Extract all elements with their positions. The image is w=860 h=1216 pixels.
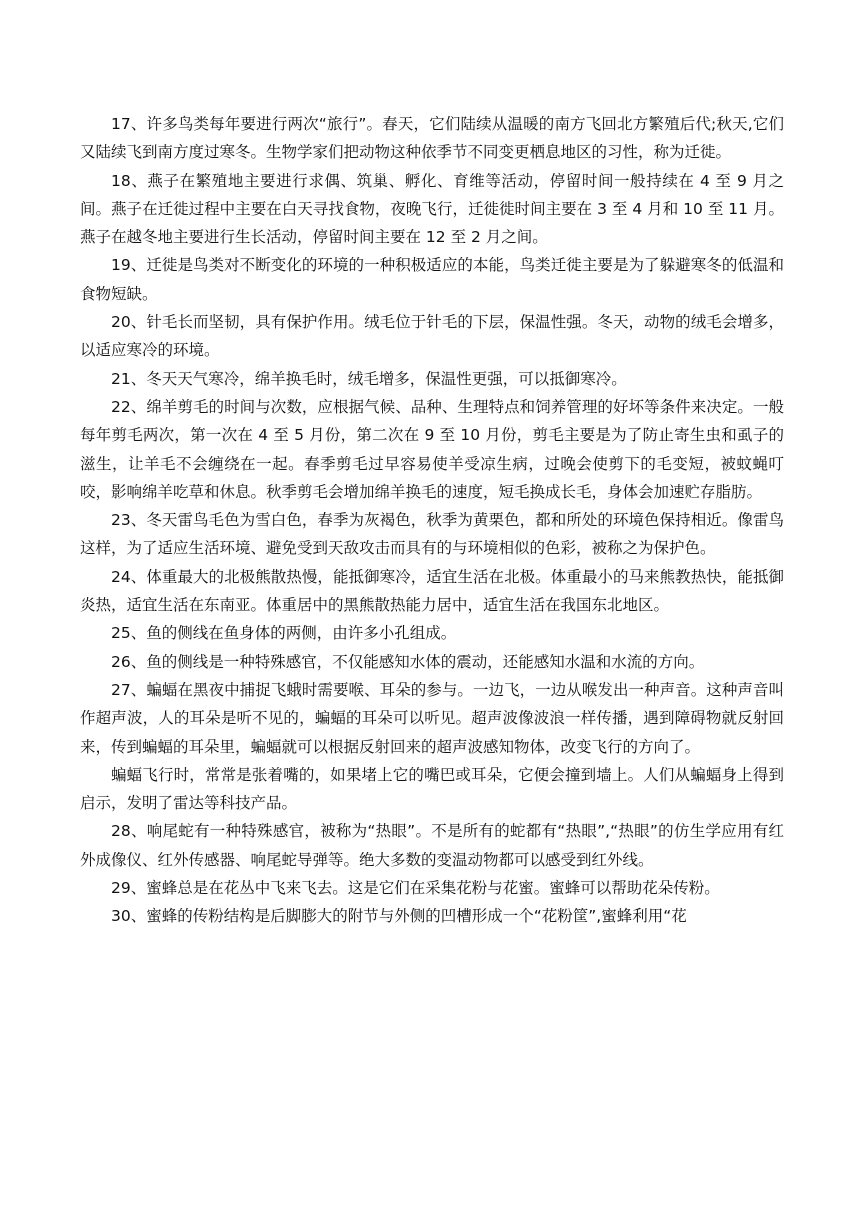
paragraph-19: 19、迁徙是鸟类对不断变化的环境的一种积极适应的本能，鸟类迁徙主要是为了躲避寒冬的低温和食物短缺。 — [80, 256, 784, 303]
paragraph-24: 24、体重最大的北极熊散热慢，能抵御寒冷，适宜生活在北极。体重最小的马来熊教热快，能抵御炎热，适宜生活在东南亚。体重居中的黑熊散热能力居中，适宜生活在我国东北地区。 — [80, 567, 784, 615]
paragraph-22: 22、绵羊剪毛的时间与次数，应根据气候、品种、生理特点和饲养管理的好坏等条件来决定。一般每年剪毛两次，第一次在 4 至 5 月份，第二次在 9 至 10 月份，剪毛主要是为了防止寄生虫和虱子的滋生，让羊毛不会缠绕在一起。春季剪毛过早容易使羊受凉生病，过晚会使剪下的毛变短，被蚊蝇叮咬，影响绵羊吃草和休息。秋季剪毛会增加绵羊换毛的速度，短毛换成长毛，身体会加速贮存脂肪。 — [80, 397, 784, 501]
paragraph-21: 21、冬天天气寒冷，绵羊换毛时，绒毛增多，保温性更强，可以抵御寒冷。 — [111, 369, 627, 388]
paragraph-27: 27、蝙蝠在黑夜中捕捉飞蛾时需要喉、耳朵的参与。一边飞，一边从喉发出一种声音。这种声音叫作超声波，人的耳朵是听不见的，蝙蝠的耳朵可以听见。超声波像波浪一样传播，遇到障碍物就反射回来，传到蝙蝠的耳朵里，蝙蝠就可以根据反射回来的超声波感知物体，改变飞行的方向了。 — [80, 680, 784, 756]
paragraph-30: 30、蜜蜂的传粉结构是后脚膨大的附节与外侧的凹槽形成一个“花粉筐”,蜜蜂利用“花 — [111, 907, 687, 926]
paragraph-28: 28、响尾蛇有一种特殊感官，被称为“热眼”。不是所有的蛇都有“热眼”,“热眼”的仿生学应用有红外成像仪、红外传感器、响尾蛇导弹等。绝大多数的变温动物都可以感受到红外线。 — [80, 822, 784, 869]
paragraph-18: 18、燕子在繁殖地主要进行求偶、筑巢、孵化、育维等活动，停留时间一般持续在 4 至 9 月之间。燕子在迁徙过程中主要在白天寻找食物，夜晚飞行，迁徙徙时间主要在 3 至 4 月和 10 至 11 月。燕子在越冬地主要进行生长活动，停留时间主要在 12 至 2 月之间。 — [80, 171, 784, 247]
document-page — [80, 110, 784, 931]
paragraph-26: 26、鱼的侧线是一种特殊感官，不仅能感知水体的震动，还能感知水温和水流的方向。 — [111, 652, 705, 671]
paragraph-27-continued: 蝙蝠飞行时，常常是张着嘴的，如果堵上它的嘴巴或耳朵，它便会撞到墙上。人们从蝙蝠身上得到启示，发明了雷达等科技产品。 — [80, 765, 784, 813]
paragraph-20: 20、针毛长而坚韧，具有保护作用。绒毛位于针毛的下层，保温性强。冬天，动物的绒毛会增多，以适应寒冷的环境。 — [80, 313, 784, 360]
paragraph-29: 29、蜜蜂总是在花丛中飞来飞去。这是它们在采集花粉与花蜜。蜜蜂可以帮助花朵传粉。 — [111, 879, 720, 898]
paragraph-17: 17、许多鸟类每年要进行两次“旅行”。春天，它们陆续从温暖的南方飞回北方繁殖后代;秋天,它们又陆续飞到南方度过寒冬。生物学家们把动物这种依季节不同变更栖息地区的习性，称为迁徙。 — [80, 115, 784, 162]
paragraph-25: 25、鱼的侧线在鱼身体的两侧，由许多小孔组成。 — [111, 624, 457, 643]
paragraph-23: 23、冬天雷鸟毛色为雪白色，春季为灰褐色，秋季为黄栗色，都和所处的环境色保持相近。像雷鸟这样，为了适应生活环境、避免受到天敌攻击而具有的与环境相似的色彩，被称之为保护色。 — [80, 511, 784, 558]
